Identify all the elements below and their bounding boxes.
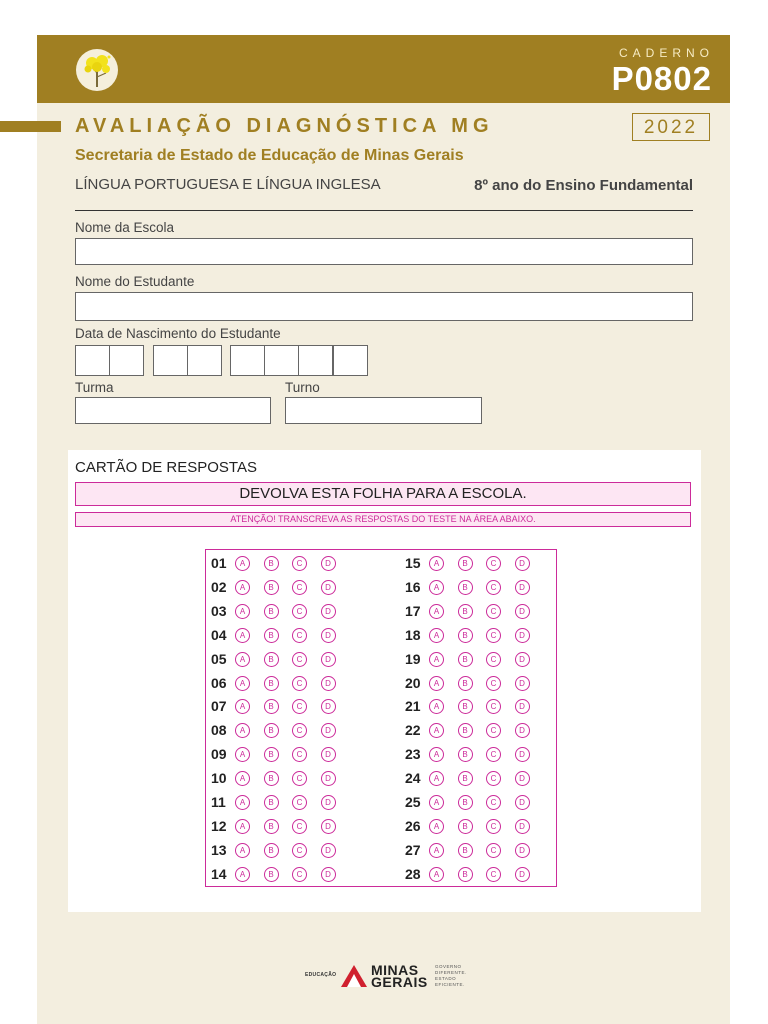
answer-bubble[interactable]: B [458, 843, 473, 858]
answer-row [211, 602, 361, 622]
birth-day-digit-2[interactable] [109, 345, 144, 376]
question-number: 03 [211, 602, 227, 619]
answer-bubble[interactable]: D [515, 604, 530, 619]
answer-bubble[interactable]: A [235, 867, 250, 882]
gov-line-3: ESTADO [435, 976, 457, 981]
question-number: 11 [211, 794, 226, 810]
title-accent-bar [0, 121, 61, 132]
grade-label: 8º ano do Ensino Fundamental [474, 177, 693, 194]
birth-date-label: Data de Nascimento do Estudante [75, 326, 281, 341]
question-number: 16 [405, 578, 421, 595]
question-number: 26 [405, 817, 421, 834]
answer-bubble[interactable]: B [264, 628, 279, 643]
answer-bubble[interactable]: A [429, 556, 444, 571]
answer-row [405, 865, 555, 885]
answer-bubble[interactable]: B [264, 795, 279, 810]
question-number: 19 [405, 650, 421, 667]
answer-bubble[interactable]: D [321, 771, 336, 786]
class-label: Turma [75, 380, 114, 395]
answer-bubble[interactable]: A [429, 580, 444, 595]
answer-bubble[interactable]: B [264, 556, 279, 571]
birth-year-digit-2[interactable] [264, 345, 299, 376]
question-number: 23 [405, 746, 421, 763]
answer-bubble[interactable]: C [292, 843, 307, 858]
education-label: EDUCAÇÃO [305, 972, 337, 978]
answer-card [68, 450, 701, 912]
question-number: 18 [405, 626, 421, 643]
answer-bubble[interactable]: D [515, 699, 530, 714]
question-number: 09 [211, 746, 227, 763]
answer-bubble[interactable]: C [486, 795, 501, 810]
birth-year-digit-1[interactable] [230, 345, 265, 376]
answer-bubble[interactable]: D [321, 867, 336, 882]
question-number: 17 [405, 602, 421, 619]
answer-row [405, 554, 555, 574]
answer-row [405, 578, 555, 598]
shift-label: Turno [285, 380, 320, 395]
answer-bubble[interactable]: D [321, 556, 336, 571]
answer-row [211, 626, 361, 646]
answer-bubble[interactable]: A [429, 699, 444, 714]
answer-bubble[interactable]: D [515, 771, 530, 786]
question-number: 15 [405, 555, 421, 571]
exam-title: AVALIAÇÃO DIAGNÓSTICA MG [75, 115, 494, 137]
question-number: 12 [211, 817, 227, 834]
brand-line-2: GERAIS [371, 974, 428, 990]
answer-bubble[interactable]: D [321, 843, 336, 858]
answer-bubble[interactable]: C [292, 628, 307, 643]
answer-bubble[interactable]: D [321, 699, 336, 714]
answer-bubble[interactable]: D [321, 676, 336, 691]
answer-bubble[interactable]: A [429, 604, 444, 619]
answer-bubble[interactable]: D [515, 676, 530, 691]
answer-bubble[interactable]: B [458, 819, 473, 834]
question-number: 02 [211, 578, 227, 595]
answer-bubble[interactable]: A [429, 628, 444, 643]
answer-row [405, 650, 555, 670]
birth-year-digit-3[interactable] [298, 345, 333, 376]
answer-bubble[interactable]: C [292, 604, 307, 619]
answer-bubble[interactable]: A [429, 819, 444, 834]
booklet-code: P0802 [611, 60, 712, 97]
question-number: 07 [211, 698, 227, 715]
answer-bubble[interactable]: B [458, 580, 473, 595]
answer-bubble[interactable]: B [458, 723, 473, 738]
answer-bubble[interactable]: D [321, 747, 336, 762]
answer-bubble[interactable]: B [264, 819, 279, 834]
gov-line-4: EFICIENTE. [435, 982, 465, 987]
answer-bubble[interactable]: B [264, 580, 279, 595]
answer-row [211, 697, 361, 717]
answer-bubble[interactable]: A [235, 580, 250, 595]
answer-bubble[interactable]: A [429, 652, 444, 667]
student-name-label: Nome do Estudante [75, 274, 195, 289]
answer-card-title: CARTÃO DE RESPOSTAS [75, 459, 257, 476]
answer-row [405, 817, 555, 837]
question-number: 05 [211, 650, 227, 667]
return-notice: DEVOLVA ESTA FOLHA PARA A ESCOLA. [75, 482, 691, 506]
answer-bubble[interactable]: D [515, 580, 530, 595]
question-number: 24 [405, 770, 421, 787]
brand-line-1: MINAS [371, 962, 419, 978]
answer-row [211, 554, 361, 574]
answer-bubble[interactable]: A [235, 795, 250, 810]
answer-bubble[interactable]: D [321, 628, 336, 643]
answer-row [211, 650, 361, 670]
answer-bubble[interactable]: A [429, 747, 444, 762]
answer-bubble[interactable]: C [486, 819, 501, 834]
question-number: 01 [211, 555, 227, 571]
answer-bubble[interactable]: D [321, 723, 336, 738]
answer-bubble[interactable]: A [429, 795, 444, 810]
answer-bubble[interactable]: B [264, 676, 279, 691]
answer-bubble[interactable]: B [458, 867, 473, 882]
answer-bubble[interactable]: A [235, 699, 250, 714]
answer-bubble[interactable]: B [264, 723, 279, 738]
answer-bubble[interactable]: B [458, 747, 473, 762]
answer-bubble[interactable]: D [321, 652, 336, 667]
answer-bubble[interactable]: C [486, 747, 501, 762]
answer-row [211, 841, 361, 861]
answer-bubble[interactable]: A [429, 843, 444, 858]
school-name-field[interactable] [75, 238, 693, 265]
answer-bubble[interactable]: B [458, 795, 473, 810]
answer-row [405, 841, 555, 861]
answer-bubble[interactable]: C [486, 628, 501, 643]
answer-bubble[interactable]: B [264, 699, 279, 714]
answer-bubble[interactable]: C [292, 580, 307, 595]
answer-row [405, 721, 555, 741]
question-number: 04 [211, 626, 227, 643]
answer-bubble[interactable]: C [292, 652, 307, 667]
answer-grid [205, 549, 557, 887]
answer-bubble[interactable]: B [458, 628, 473, 643]
gov-line-1: GOVERNO [435, 964, 462, 969]
answer-bubble[interactable]: C [292, 699, 307, 714]
answer-bubble[interactable]: B [264, 771, 279, 786]
answer-bubble[interactable]: D [321, 580, 336, 595]
answer-bubble[interactable]: C [292, 676, 307, 691]
school-name-label: Nome da Escola [75, 220, 175, 235]
answer-row [405, 697, 555, 717]
answer-bubble[interactable]: A [429, 723, 444, 738]
answer-bubble[interactable]: C [486, 699, 501, 714]
answer-bubble[interactable]: D [515, 628, 530, 643]
question-number: 20 [405, 674, 421, 691]
answer-bubble[interactable]: A [235, 628, 250, 643]
answer-row [405, 769, 555, 789]
answer-bubble[interactable]: C [486, 771, 501, 786]
student-name-field[interactable] [75, 292, 693, 321]
answer-bubble[interactable]: D [515, 747, 530, 762]
secretariat-subtitle: Secretaria de Estado de Educação de Minas Gerais [75, 147, 464, 164]
answer-bubble[interactable]: A [235, 771, 250, 786]
answer-bubble[interactable]: C [486, 580, 501, 595]
answer-row [211, 674, 361, 694]
answer-bubble[interactable]: B [458, 771, 473, 786]
answer-bubble[interactable]: A [429, 867, 444, 882]
answer-row [405, 602, 555, 622]
divider [75, 210, 693, 211]
answer-bubble[interactable]: A [429, 771, 444, 786]
answer-bubble[interactable]: A [235, 652, 250, 667]
birth-month-digit-1[interactable] [153, 345, 188, 376]
answer-bubble[interactable]: C [292, 795, 307, 810]
answer-bubble[interactable]: A [429, 676, 444, 691]
answer-bubble[interactable]: C [292, 723, 307, 738]
answer-bubble[interactable]: B [264, 652, 279, 667]
answer-row [211, 721, 361, 741]
question-number: 13 [211, 841, 227, 858]
answer-bubble[interactable]: B [458, 676, 473, 691]
answer-bubble[interactable]: B [458, 604, 473, 619]
answer-bubble[interactable]: D [321, 795, 336, 810]
answer-bubble[interactable]: B [264, 867, 279, 882]
answer-bubble[interactable]: B [264, 747, 279, 762]
answer-row [405, 674, 555, 694]
minas-gerais-triangle-icon [340, 964, 368, 988]
answer-bubble[interactable]: C [292, 771, 307, 786]
answer-bubble[interactable]: D [321, 604, 336, 619]
question-number: 22 [405, 722, 421, 739]
question-number: 14 [211, 865, 227, 882]
question-number: 06 [211, 674, 227, 691]
caderno-label: CADERNO [618, 46, 714, 60]
answer-bubble[interactable]: D [515, 843, 530, 858]
answer-bubble[interactable]: D [515, 556, 530, 571]
gov-line-2: DIFERENTE. [435, 970, 467, 975]
answer-bubble[interactable]: C [486, 843, 501, 858]
question-number: 21 [405, 698, 421, 715]
answer-row [405, 793, 555, 813]
answer-row [211, 769, 361, 789]
answer-bubble[interactable]: C [292, 867, 307, 882]
attention-notice: ATENÇÃO! TRANSCREVA AS RESPOSTAS DO TESTE NA ÁREA ABAIXO. [75, 512, 691, 527]
answer-bubble[interactable]: C [486, 604, 501, 619]
answer-bubble[interactable]: B [264, 604, 279, 619]
answer-bubble[interactable]: A [235, 604, 250, 619]
answer-row [405, 745, 555, 765]
answer-bubble[interactable]: B [458, 652, 473, 667]
birth-year-digit-4[interactable] [333, 345, 368, 376]
answer-bubble[interactable]: A [235, 843, 250, 858]
answer-bubble[interactable]: B [458, 556, 473, 571]
answer-bubble[interactable]: C [486, 556, 501, 571]
answer-bubble[interactable]: C [486, 676, 501, 691]
answer-bubble[interactable]: D [321, 819, 336, 834]
answer-row [211, 865, 361, 885]
answer-bubble[interactable]: C [486, 652, 501, 667]
answer-row [211, 578, 361, 598]
question-number: 25 [405, 794, 421, 810]
answer-bubble[interactable]: A [235, 819, 250, 834]
header-bar [37, 35, 730, 103]
answer-bubble[interactable]: C [486, 867, 501, 882]
year-box: 2022 [632, 113, 710, 141]
answer-bubble[interactable]: C [486, 723, 501, 738]
answer-bubble[interactable]: C [292, 819, 307, 834]
tree-logo-icon [76, 49, 118, 91]
answer-bubble[interactable]: A [235, 747, 250, 762]
answer-bubble[interactable]: D [515, 819, 530, 834]
answer-bubble[interactable]: D [515, 867, 530, 882]
question-number: 27 [405, 841, 421, 858]
answer-bubble[interactable]: B [264, 843, 279, 858]
answer-row [211, 817, 361, 837]
subject-label: LÍNGUA PORTUGUESA E LÍNGUA INGLESA [75, 176, 381, 193]
answer-bubble[interactable]: B [458, 699, 473, 714]
answer-bubble[interactable]: A [235, 676, 250, 691]
answer-row [211, 793, 361, 813]
answer-bubble[interactable]: D [515, 652, 530, 667]
birth-month-digit-2[interactable] [187, 345, 222, 376]
birth-day-digit-1[interactable] [75, 345, 110, 376]
answer-row [405, 626, 555, 646]
answer-bubble[interactable]: C [292, 747, 307, 762]
class-field[interactable] [75, 397, 271, 424]
answer-bubble[interactable]: C [292, 556, 307, 571]
answer-row [211, 745, 361, 765]
answer-bubble[interactable]: D [515, 723, 530, 738]
answer-bubble[interactable]: D [515, 795, 530, 810]
question-number: 08 [211, 722, 227, 739]
question-number: 28 [405, 865, 421, 882]
answer-bubble[interactable]: A [235, 723, 250, 738]
shift-field[interactable] [285, 397, 482, 424]
question-number: 10 [211, 770, 227, 787]
answer-bubble[interactable]: A [235, 556, 250, 571]
